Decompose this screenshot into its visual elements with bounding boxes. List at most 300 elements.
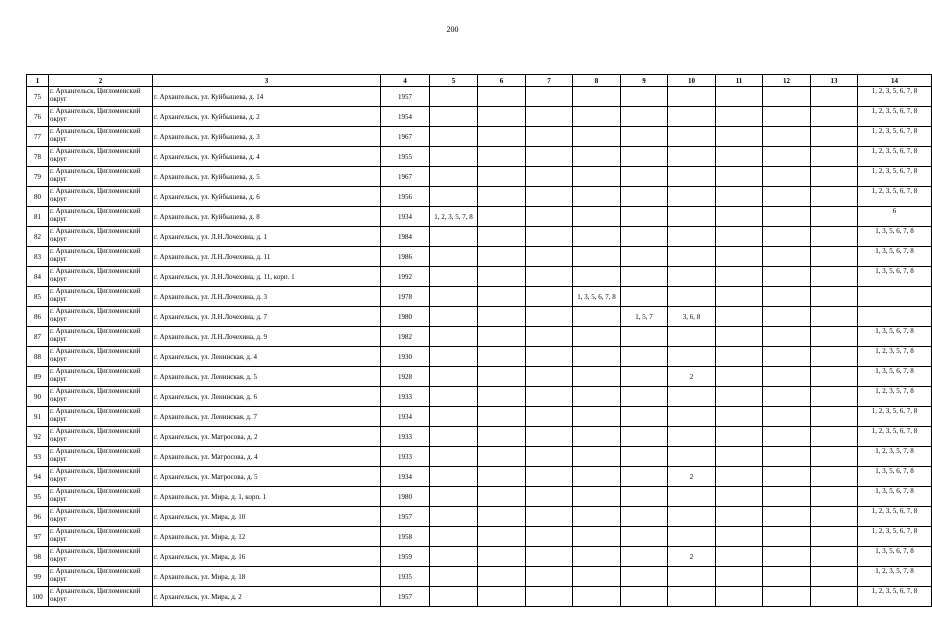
col-8-cell <box>573 487 621 507</box>
col-10-cell <box>668 167 716 187</box>
col-6-cell <box>478 387 526 407</box>
col-14-cell: 1, 2, 3, 5, 6, 7, 8 <box>858 107 932 127</box>
col-13-cell <box>811 367 858 387</box>
settlement-cell: г. Архангельск, Цигломенский округ <box>49 147 153 167</box>
col-5-cell <box>430 307 478 327</box>
col-9-cell <box>621 387 668 407</box>
col-13-cell <box>811 187 858 207</box>
col-9-cell <box>621 527 668 547</box>
col-12-cell <box>763 527 811 547</box>
col-7-cell <box>526 107 573 127</box>
col-6-cell <box>478 407 526 427</box>
col-10-cell <box>668 507 716 527</box>
col-8-cell <box>573 547 621 567</box>
col-6-cell <box>478 227 526 247</box>
col-10-cell <box>668 387 716 407</box>
row-number: 83 <box>27 247 49 267</box>
col-13-cell <box>811 207 858 227</box>
col-9-cell <box>621 587 668 607</box>
col-12-cell <box>763 467 811 487</box>
address-cell: г. Архангельск, ул. Куйбышева, д. 2 <box>153 107 381 127</box>
col-9-cell <box>621 327 668 347</box>
col-12-cell <box>763 207 811 227</box>
column-header-5: 5 <box>430 75 478 87</box>
col-6-cell <box>478 287 526 307</box>
col-12-cell <box>763 247 811 267</box>
col-9-cell <box>621 447 668 467</box>
col-9-cell <box>621 187 668 207</box>
row-number: 85 <box>27 287 49 307</box>
table-row <box>27 207 932 227</box>
row-number: 88 <box>27 347 49 367</box>
settlement-cell: г. Архангельск, Цигломенский округ <box>49 527 153 547</box>
col-11-cell <box>716 587 763 607</box>
col-11-cell <box>716 167 763 187</box>
col-9-cell <box>621 167 668 187</box>
col-12-cell <box>763 567 811 587</box>
col-14-cell: 1, 2, 3, 5, 6, 7, 8 <box>858 587 932 607</box>
col-5-cell <box>430 147 478 167</box>
settlement-cell: г. Архангельск, Цигломенский округ <box>49 287 153 307</box>
settlement-cell: г. Архангельск, Цигломенский округ <box>49 247 153 267</box>
col-13-cell <box>811 347 858 367</box>
col-14-cell: 1, 2, 3, 5, 7, 8 <box>858 347 932 367</box>
column-header-6: 6 <box>478 75 526 87</box>
row-number: 86 <box>27 307 49 327</box>
col-9-cell <box>621 87 668 107</box>
col-11-cell <box>716 227 763 247</box>
col-11-cell <box>716 187 763 207</box>
col-8-cell <box>573 107 621 127</box>
col-11-cell <box>716 207 763 227</box>
col-12-cell <box>763 227 811 247</box>
col-14-cell: 1, 2, 3, 5, 6, 7, 8 <box>858 507 932 527</box>
year-cell: 1933 <box>381 427 430 447</box>
col-12-cell <box>763 167 811 187</box>
col-8-cell <box>573 187 621 207</box>
column-header-9: 9 <box>621 75 668 87</box>
address-cell: г. Архангельск, ул. Ленинская, д. 6 <box>153 387 381 407</box>
year-cell: 1934 <box>381 207 430 227</box>
col-5-cell: 1, 2, 3, 5, 7, 8 <box>430 207 478 227</box>
col-14-cell: 1, 3, 5, 6, 7, 8 <box>858 227 932 247</box>
row-number: 98 <box>27 547 49 567</box>
col-11-cell <box>716 447 763 467</box>
col-10-cell: 2 <box>668 467 716 487</box>
col-5-cell <box>430 167 478 187</box>
col-14-cell: 1, 2, 3, 5, 6, 7, 8 <box>858 527 932 547</box>
address-cell: г. Архангельск, ул. Куйбышева, д. 14 <box>153 87 381 107</box>
col-12-cell <box>763 507 811 527</box>
col-8-cell <box>573 427 621 447</box>
col-12-cell <box>763 387 811 407</box>
row-number: 95 <box>27 487 49 507</box>
col-14-cell: 1, 3, 5, 6, 7, 8 <box>858 487 932 507</box>
col-10-cell <box>668 327 716 347</box>
col-13-cell <box>811 407 858 427</box>
settlement-cell: г. Архангельск, Цигломенский округ <box>49 187 153 207</box>
col-7-cell <box>526 147 573 167</box>
table-row <box>27 147 932 167</box>
year-cell: 1933 <box>381 387 430 407</box>
settlement-cell: г. Архангельск, Цигломенский округ <box>49 127 153 147</box>
table-row <box>27 287 932 307</box>
col-8-cell <box>573 407 621 427</box>
col-12-cell <box>763 127 811 147</box>
settlement-cell: г. Архангельск, Цигломенский округ <box>49 587 153 607</box>
table-row <box>27 527 932 547</box>
col-13-cell <box>811 527 858 547</box>
table-row <box>27 247 932 267</box>
col-10-cell <box>668 527 716 547</box>
settlement-cell: г. Архангельск, Цигломенский округ <box>49 107 153 127</box>
col-7-cell <box>526 547 573 567</box>
col-10-cell <box>668 187 716 207</box>
col-11-cell <box>716 407 763 427</box>
col-12-cell <box>763 347 811 367</box>
col-11-cell <box>716 527 763 547</box>
col-7-cell <box>526 587 573 607</box>
column-header-12: 12 <box>763 75 811 87</box>
col-7-cell <box>526 327 573 347</box>
col-12-cell <box>763 327 811 347</box>
col-10-cell <box>668 227 716 247</box>
column-header-7: 7 <box>526 75 573 87</box>
row-number: 90 <box>27 387 49 407</box>
col-6-cell <box>478 187 526 207</box>
row-number: 94 <box>27 467 49 487</box>
col-10-cell <box>668 567 716 587</box>
col-5-cell <box>430 87 478 107</box>
row-number: 93 <box>27 447 49 467</box>
col-14-cell <box>858 287 932 307</box>
col-7-cell <box>526 487 573 507</box>
row-number: 77 <box>27 127 49 147</box>
address-cell: г. Архангельск, ул. Куйбышева, д. 4 <box>153 147 381 167</box>
year-cell: 1958 <box>381 527 430 547</box>
col-11-cell <box>716 287 763 307</box>
col-14-cell: 1, 2, 3, 5, 6, 7, 8 <box>858 187 932 207</box>
address-cell: г. Архангельск, ул. Куйбышева, д. 3 <box>153 127 381 147</box>
col-12-cell <box>763 487 811 507</box>
col-11-cell <box>716 87 763 107</box>
col-8-cell <box>573 347 621 367</box>
col-13-cell <box>811 87 858 107</box>
col-8-cell <box>573 587 621 607</box>
col-9-cell <box>621 547 668 567</box>
col-12-cell <box>763 267 811 287</box>
col-9-cell <box>621 507 668 527</box>
col-6-cell <box>478 427 526 447</box>
col-10-cell <box>668 107 716 127</box>
col-13-cell <box>811 107 858 127</box>
col-10-cell <box>668 427 716 447</box>
col-11-cell <box>716 307 763 327</box>
settlement-cell: г. Архангельск, Цигломенский округ <box>49 407 153 427</box>
col-9-cell <box>621 407 668 427</box>
col-11-cell <box>716 387 763 407</box>
col-5-cell <box>430 327 478 347</box>
column-header-2: 2 <box>49 75 153 87</box>
col-11-cell <box>716 567 763 587</box>
col-9-cell <box>621 567 668 587</box>
col-5-cell <box>430 507 478 527</box>
row-number: 99 <box>27 567 49 587</box>
col-13-cell <box>811 447 858 467</box>
column-header-3: 3 <box>153 75 381 87</box>
col-10-cell <box>668 267 716 287</box>
table-row <box>27 487 932 507</box>
col-9-cell <box>621 487 668 507</box>
col-10-cell <box>668 287 716 307</box>
address-cell: г. Архангельск, ул. Л.Н.Лочехина, д. 7 <box>153 307 381 327</box>
col-13-cell <box>811 587 858 607</box>
col-7-cell <box>526 247 573 267</box>
col-7-cell <box>526 127 573 147</box>
col-14-cell: 1, 3, 5, 6, 7, 8 <box>858 327 932 347</box>
col-13-cell <box>811 547 858 567</box>
column-header-1: 1 <box>27 75 49 87</box>
col-7-cell <box>526 207 573 227</box>
table-row <box>27 427 932 447</box>
address-cell: г. Архангельск, ул. Мира, д. 1, корп. 1 <box>153 487 381 507</box>
address-cell: г. Архангельск, ул. Мира, д. 16 <box>153 547 381 567</box>
col-6-cell <box>478 587 526 607</box>
col-10-cell <box>668 247 716 267</box>
col-7-cell <box>526 367 573 387</box>
col-9-cell <box>621 147 668 167</box>
row-number: 92 <box>27 427 49 447</box>
col-7-cell <box>526 387 573 407</box>
year-cell: 1957 <box>381 587 430 607</box>
col-11-cell <box>716 347 763 367</box>
col-12-cell <box>763 367 811 387</box>
col-8-cell <box>573 207 621 227</box>
col-11-cell <box>716 547 763 567</box>
settlement-cell: г. Архангельск, Цигломенский округ <box>49 207 153 227</box>
col-6-cell <box>478 167 526 187</box>
col-13-cell <box>811 227 858 247</box>
col-13-cell <box>811 327 858 347</box>
col-10-cell <box>668 147 716 167</box>
col-6-cell <box>478 127 526 147</box>
col-13-cell <box>811 467 858 487</box>
col-6-cell <box>478 307 526 327</box>
row-number: 84 <box>27 267 49 287</box>
address-cell: г. Архангельск, ул. Мира, д. 12 <box>153 527 381 547</box>
col-14-cell: 1, 2, 3, 5, 6, 7, 8 <box>858 127 932 147</box>
col-7-cell <box>526 167 573 187</box>
col-13-cell <box>811 567 858 587</box>
year-cell: 1928 <box>381 367 430 387</box>
address-cell: г. Архангельск, ул. Л.Н.Лочехина, д. 11 <box>153 247 381 267</box>
col-10-cell <box>668 407 716 427</box>
settlement-cell: г. Архангельск, Цигломенский округ <box>49 267 153 287</box>
table-row <box>27 507 932 527</box>
column-header-10: 10 <box>668 75 716 87</box>
col-13-cell <box>811 147 858 167</box>
row-number: 79 <box>27 167 49 187</box>
col-9-cell <box>621 227 668 247</box>
row-number: 75 <box>27 87 49 107</box>
table-row <box>27 87 932 107</box>
table-row <box>27 107 932 127</box>
col-14-cell: 1, 2, 3, 5, 7, 8 <box>858 567 932 587</box>
col-7-cell <box>526 407 573 427</box>
settlement-cell: г. Архангельск, Цигломенский округ <box>49 467 153 487</box>
year-cell: 1934 <box>381 467 430 487</box>
row-number: 78 <box>27 147 49 167</box>
col-12-cell <box>763 287 811 307</box>
col-6-cell <box>478 467 526 487</box>
col-6-cell <box>478 327 526 347</box>
year-cell: 1992 <box>381 267 430 287</box>
address-cell: г. Архангельск, ул. Ленинская, д. 4 <box>153 347 381 367</box>
col-6-cell <box>478 547 526 567</box>
col-6-cell <box>478 347 526 367</box>
settlement-cell: г. Архангельск, Цигломенский округ <box>49 227 153 247</box>
table-row <box>27 467 932 487</box>
col-11-cell <box>716 367 763 387</box>
year-cell: 1984 <box>381 227 430 247</box>
col-13-cell <box>811 247 858 267</box>
col-13-cell <box>811 507 858 527</box>
col-6-cell <box>478 567 526 587</box>
col-10-cell: 3, 6, 8 <box>668 307 716 327</box>
row-number: 87 <box>27 327 49 347</box>
row-number: 91 <box>27 407 49 427</box>
col-12-cell <box>763 307 811 327</box>
year-cell: 1980 <box>381 307 430 327</box>
col-8-cell <box>573 167 621 187</box>
address-cell: г. Архангельск, ул. Л.Н.Лочехина, д. 1 <box>153 227 381 247</box>
settlement-cell: г. Архангельск, Цигломенский округ <box>49 447 153 467</box>
table-row <box>27 367 932 387</box>
col-5-cell <box>430 367 478 387</box>
col-9-cell <box>621 467 668 487</box>
table-row <box>27 127 932 147</box>
row-number: 82 <box>27 227 49 247</box>
year-cell: 1978 <box>381 287 430 307</box>
col-7-cell <box>526 347 573 367</box>
address-cell: г. Архангельск, ул. Матросова, д. 5 <box>153 467 381 487</box>
col-6-cell <box>478 147 526 167</box>
col-13-cell <box>811 427 858 447</box>
col-9-cell <box>621 207 668 227</box>
col-5-cell <box>430 467 478 487</box>
settlement-cell: г. Архангельск, Цигломенский округ <box>49 367 153 387</box>
table-header-row <box>27 75 932 87</box>
table-row <box>27 447 932 467</box>
col-11-cell <box>716 487 763 507</box>
table-row <box>27 387 932 407</box>
col-6-cell <box>478 87 526 107</box>
col-14-cell: 1, 2, 3, 5, 7, 8 <box>858 387 932 407</box>
col-5-cell <box>430 427 478 447</box>
col-13-cell <box>811 287 858 307</box>
col-10-cell <box>668 587 716 607</box>
row-number: 76 <box>27 107 49 127</box>
settlement-cell: г. Архангельск, Цигломенский округ <box>49 487 153 507</box>
col-8-cell <box>573 307 621 327</box>
year-cell: 1954 <box>381 107 430 127</box>
col-5-cell <box>430 347 478 367</box>
col-7-cell <box>526 267 573 287</box>
col-10-cell <box>668 127 716 147</box>
table-row <box>27 587 932 607</box>
col-5-cell <box>430 107 478 127</box>
address-cell: г. Архангельск, ул. Мира, д. 10 <box>153 507 381 527</box>
year-cell: 1957 <box>381 87 430 107</box>
year-cell: 1986 <box>381 247 430 267</box>
col-14-cell: 1, 2, 3, 5, 6, 7, 8 <box>858 167 932 187</box>
col-8-cell <box>573 147 621 167</box>
settlement-cell: г. Архангельск, Цигломенский округ <box>49 547 153 567</box>
col-7-cell <box>526 467 573 487</box>
col-5-cell <box>430 447 478 467</box>
address-cell: г. Архангельск, ул. Куйбышева, д. 5 <box>153 167 381 187</box>
col-7-cell <box>526 567 573 587</box>
housing-table <box>26 74 932 607</box>
settlement-cell: г. Архангельск, Цигломенский округ <box>49 427 153 447</box>
col-5-cell <box>430 487 478 507</box>
col-11-cell <box>716 427 763 447</box>
row-number: 96 <box>27 507 49 527</box>
col-9-cell <box>621 347 668 367</box>
year-cell: 1967 <box>381 127 430 147</box>
settlement-cell: г. Архангельск, Цигломенский округ <box>49 347 153 367</box>
table-row <box>27 167 932 187</box>
col-12-cell <box>763 587 811 607</box>
col-8-cell <box>573 247 621 267</box>
col-6-cell <box>478 447 526 467</box>
col-13-cell <box>811 487 858 507</box>
col-14-cell: 1, 3, 5, 6, 7, 8 <box>858 247 932 267</box>
col-5-cell <box>430 267 478 287</box>
table-row <box>27 347 932 367</box>
col-8-cell <box>573 127 621 147</box>
col-13-cell <box>811 167 858 187</box>
col-10-cell: 2 <box>668 547 716 567</box>
col-8-cell <box>573 567 621 587</box>
settlement-cell: г. Архангельск, Цигломенский округ <box>49 387 153 407</box>
column-header-8: 8 <box>573 75 621 87</box>
row-number: 100 <box>27 587 49 607</box>
col-12-cell <box>763 87 811 107</box>
col-14-cell: 1, 2, 3, 5, 6, 7, 8 <box>858 427 932 447</box>
address-cell: г. Архангельск, ул. Мира, д. 2 <box>153 587 381 607</box>
col-5-cell <box>430 567 478 587</box>
col-6-cell <box>478 247 526 267</box>
address-cell: г. Архангельск, ул. Куйбышева, д. 6 <box>153 187 381 207</box>
col-11-cell <box>716 327 763 347</box>
table-row <box>27 327 932 347</box>
col-10-cell <box>668 447 716 467</box>
col-8-cell <box>573 227 621 247</box>
col-9-cell <box>621 287 668 307</box>
table-row <box>27 567 932 587</box>
col-6-cell <box>478 527 526 547</box>
col-8-cell <box>573 447 621 467</box>
col-5-cell <box>430 547 478 567</box>
col-9-cell <box>621 127 668 147</box>
col-5-cell <box>430 247 478 267</box>
col-5-cell <box>430 407 478 427</box>
col-13-cell <box>811 387 858 407</box>
year-cell: 1933 <box>381 447 430 467</box>
col-11-cell <box>716 247 763 267</box>
col-9-cell <box>621 247 668 267</box>
